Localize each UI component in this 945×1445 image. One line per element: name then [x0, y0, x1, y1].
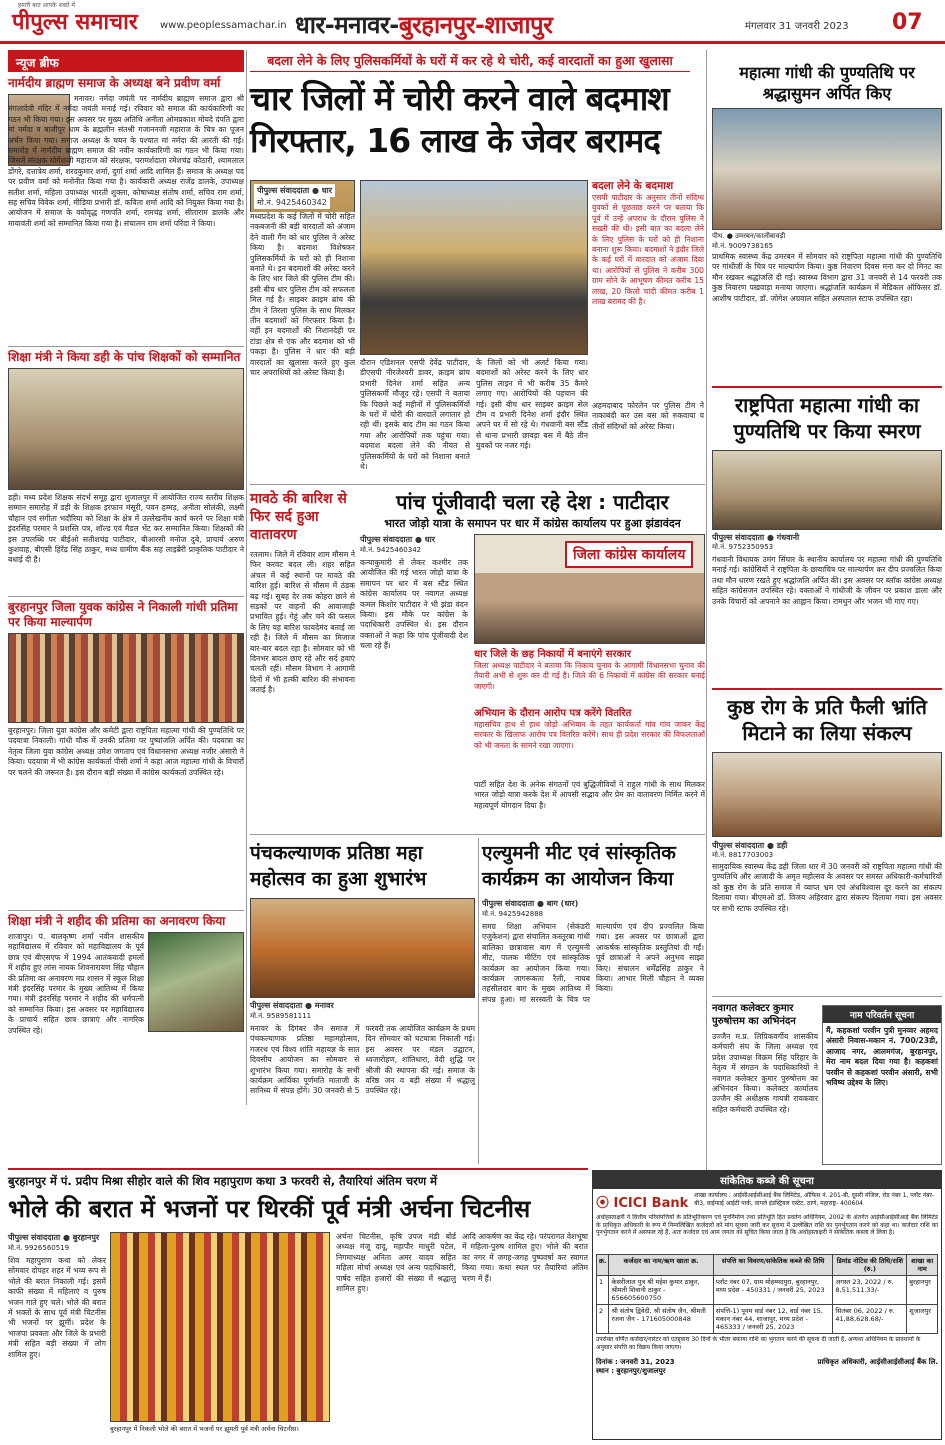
congress-box	[474, 648, 705, 764]
main-body-col1: मध्यप्रदेश के कई जिलों में चोरी सहित नकबजनी की बड़ी वारदातों को अंजाम देने वाली गैंग को धार पुलिस ने अरेस्ट किया है। बदमाश विशेषकर पुलिसकर्मियों के घरों को ही निशाना बनाते थे। इन बदमाशों की अरेस्ट करने के लिए धार जिले की पुलिस टीम की। इसी बीच धार पुलिस टीम को सफलता मिल गई है। साइबर क्राइम ब्रांच की टीम ने तिरला पुलिस के साथ मिलकर तीन बदमाशों को गिरफ्तार किया है। वहीं इन बदमाशों की निशानदेही पर टांडा क्षेत्र से एक और बदमाश को भी पकड़ा है। पुलिस ने धार की बड़ी वारदातों का खुलासा करते हुए कुल चार अपराधियों को अरेस्ट किया है।	[250, 212, 355, 480]
notice-title: सांकेतिक कब्जे की सूचना	[593, 1171, 941, 1189]
notice-intro: अधोहस्ताक्षरी ने वित्तीय परिसंपत्तियों के प्रतिभूतिकरण एवं पुनर्निर्माण तथा प्रतिभूति हित प्रवर्तन अधिनियम, 2002 के अंतर्गत आईसीआईसीआई बैंक लिमिटेड के प्राधिकृत अधिकारी के रूप में निम्नलिखित कर्जदारों को मांग सूचना जारी कर सूचना में उल्लेखित राशि का पुनर्भुगतान करने को कहा था। कर्जदार राशि का पुनर्भुगतान करने में असफल रहे हैं, अतः कर्जदार एवं आम जनता को सूचित किया जाता है कि अधोहस्ताक्षरी ने सांकेतिक कब्जा ले लिया है।	[596, 1214, 938, 1236]
notice-table-header: शाखा का नाम	[907, 1255, 938, 1276]
notice-table-cell: 2	[597, 1305, 609, 1334]
brief-1-body: मनावर। नर्मदा जयंती पर नार्मदीय ब्राह्मण समाज द्वारा श्री मंगलादेवी मंदिर में नर्मदा जयंती मनाई गई। रविवार को समाज की कार्यकारिणी का गठन भी किया गया। इस अवसर पर मुख्य अतिथि अनीता ओमप्रकाश मोयदे दंपति द्वारा मां नर्मदा व बालीपुर धाम के ब्रह्मलीन संतश्री गजाननजी महाराज के चित्र का पूजन अर्चन किया गया। समाज अध्यक्ष के चयन के पश्चात मां नर्मदा की आरती की गई। समारोह में नार्मदीय ब्राह्मण समाज की नवीन कार्यकारिणी का गठन भी किया गया। जिसमें संरक्षक योगेशजी महाराज को संरक्षक, परामर्शदाता रमेशचंद्र कोठारी, श्यामलाल डोंगरे, दत्तात्रेय शर्मा, शरदकुमार शर्मा, दुर्गा शर्मा आदि शामिल हैं। समाज के अध्यक्ष पद पर प्रवीण वर्मा को मनोनीत किया गया है। कार्यकारी अध्यक्ष राजेंद्र डालके, उपाध्यक्ष सतीश शर्मा, महिला उपाध्यक्ष भारती शुक्ला, कोषाध्यक्ष संतोष शर्मा, सचिव राम शर्मा, सह सचिव विवेक शर्मा, मीडिया प्रभारी डॉ. कविता शर्मा आदि को नियुक्त किया गया है। आयोजन में समाज के वयोवृद्ध गणपति शर्मा, रामचंद्र शर्मा, सीताराम डालके और मायावंती शर्मा को सम्मानित किया गया है। संचालन राम शर्मा परिंदा ने किया।	[8, 94, 244, 228]
panch-headline: पंचकल्याणक प्रतिष्ठा महा महोत्सव का हुआ शुभारंभ	[250, 842, 427, 890]
notice-signatory: प्राधिकृत अधिकारी, आईसीआईसीआई बैंक लि.	[817, 1358, 938, 1366]
notice-table-cell: अगस्त 23, 2022 / रु. 8,51,511.33/-	[833, 1276, 907, 1305]
bank-logo-icon: ⦿	[596, 1196, 610, 1211]
notice-office: शाखा कार्यालय : आईसीआईसीआई बैंक लिमिटेड, ऑफिस नं. 201-बी, दूसरी मंजिल, रोड नंबर 1, प्लॉट नंबर-बी3, वाईफाई आईटी पार्क, वागले इंडस्ट्रियल एस्टेट, ठाणे, महाराष्ट्र- 400604	[694, 1192, 935, 1207]
rain-headline: मावठे की बारिश से फिर सर्द हुआ वातावरण	[250, 491, 347, 543]
alumni-headline: एल्युमनी मीट एवं सांस्कृतिक कार्यक्रम का आयोजन किया	[482, 842, 676, 890]
divider	[250, 484, 705, 485]
brief-4-headline: शिक्षा मंत्री ने शहीद की प्रतिमा का अनावरण किया	[8, 914, 226, 928]
brief-3-body: बुरहानपुर। जिला युवा कांग्रेस और कमेटी द्वारा राष्ट्रपिता महात्मा गांधी की पुण्यतिथि पर पदयात्रा निकाली। गांधी चौक में उनकी प्रतिमा पर पुष्पांजलि अर्पित की। पदयात्रा का नेतृत्व जिला युवा कांग्रेस अध्यक्ष उमेश जगताप एवं विधानसभा अध्यक्ष नजीर अंसारी ने किया। पदयात्रा में भी कांग्रेस कार्यकर्ता पीसी शर्मा ने कहा आज महात्मा गांधी के विचारों पर चलने की जरूरत है। इस दौरान बड़ी संख्या में कांग्रेस कार्यकर्ता उपस्थित रहे।	[8, 726, 244, 777]
brief-4-body: शाजापुर। पं. बालकृष्ण शर्मा नवीन शासकीय महाविद्यालय में रविवार को महाविद्यालय के पूर्व छात्र एवं बीएसएफ में 1994 आतंकवादी हमलों में शहीद हुए लांस नायक शिवनारायण सिंह चौहान की प्रतिमा का अनावरण मप्र शासन में स्कूल शिक्षा मंत्री इंदरसिंह परमार के मुख्य आतिथ्य में किया गया। मंत्री इंदरसिंह परमार ने शहीद की धर्मपत्नी को सम्मानित किया। इस अवसर पर महाविद्यालय के प्राचार्य सहित छात्र छात्राएं और नागरिक उपस्थित रहे।	[8, 932, 144, 1035]
edition-title-b: बुरहानपुर-शाजापुर	[398, 11, 553, 39]
leprosy-mobile: मो.नं. 8817703003	[712, 851, 774, 859]
gandhi1-caption: पीथ. ● उमरबन/कालीबावड़ी	[712, 232, 786, 240]
brief-1-headline: नार्मदीय ब्राह्मण समाज के अध्यक्ष बने प्रवीण वर्मा	[8, 76, 221, 90]
page-number: 07	[892, 10, 923, 35]
name-change-body: मैं, कहकशां परवीन पुत्री मुनव्वर अहमद अंसारी निवास-मकान नं. 700/23डी, आजाद नगर, आलमगंज, बुरहानपुर, मेरा नाम बदल दिया गया है। कहकशां परवीन से कहकशां परवीन अंसारी, सभी भविष्य उद्देश्य के लिए।	[826, 1026, 938, 1088]
website-url: www.peoplessamachar.in	[160, 20, 287, 31]
alumni-body: समग्र शिक्षा अभियान (सेकंडरी एजुकेशन) द्वारा संचालित कस्तूरबा गांधी बालिका छात्रावास बाग में एल्युमनी मीट, पालक मीटिंग एवं सांस्कृतिक कार्यक्रम का आयोजन किया गया। कार्यक्रम जागरूकता रैली, नायब तहसीलदार बाग के मुख्य आतिथ्य में संपन्न हुआ। मां सरस्वती के चित्र पर माल्यार्पण एवं दीप प्रज्वलित किया गया। इस अवसर पर छात्राओं द्वारा आकर्षक सांस्कृतिक प्रस्तुतियां दी गईं। पूर्व छात्राओं ने अपने अनुभव साझा किए। संचालन धर्मेंद्रसिंह ठाकुर ने किया। आभार मिली चौहान ने व्यक्त किया।	[482, 922, 704, 1004]
notice-table-cell: प्लॉट नंबर 07, ग्राम मोहम्मदपुरा, बुरहानपुर, मध्य प्रदेश - 450331 / जनवरी 25, 2023	[713, 1276, 833, 1305]
divider	[8, 596, 244, 597]
divider	[712, 688, 942, 690]
name-change-label: नाम परिवर्तन सूचना	[823, 1006, 941, 1023]
bottom-mobile: मो.नं. 9926560519	[8, 1244, 70, 1252]
notice-table-cell: 1	[597, 1276, 609, 1305]
brief-2-body: डही। मध्य प्रदेश शिक्षक संदर्भ समूह द्वारा शुजालपुर में आयोजित राज्य स्तरीय शिक्षक सम्मान समारोह में डही के शिक्षक इरफान मंसूरी, पवन हम्मड़, अनीता सोलंकी, लक्ष्मी चौहान एवं संगीता भदौरिया को शिक्षा के क्षेत्र में उल्लेखनीय कार्य करने पर शिक्षा मंत्री इंदरसिंह परमार ने प्रशस्ति पत्र, शॉल्ड एवं मैडल भेंट कर सम्मानित किया। शिक्षकों की इस उपलब्धि पर बीईओ सतीशचंद्र पाटीदार, बीआरसी मनोज दुबे, प्राचार्य अरुण कुशवाह, बीएसी हिरेंद्र सिंह ठाकुर, मध्य ग्रामीण बैंक सह लाइब्रेरी प्राकृतिक पाटीदार ने बधाई दी है।	[8, 493, 244, 565]
gandhi1-photo	[712, 108, 942, 230]
bottom-kicker: बुरहानपुर में पं. प्रदीप मिश्रा सीहोर वाले की शिव महापुराण कथा 3 फरवरी से, तैयारियां अंतिम चरण में	[8, 1174, 438, 1188]
congress-mobile: मो.नं. 9425460342	[360, 546, 422, 554]
logo-tagline: हमारी बात आपके शब्दों में	[18, 2, 75, 9]
news-brief-column	[8, 50, 244, 1105]
notice-table	[596, 1254, 938, 1334]
main-story-headline: चार जिलों में चोरी करने वाले बदमाश गिरफ्तार, 16 लाख के जेवर बरामद	[250, 79, 669, 160]
notice-table-cell: श्री संतोष द्विवेदी, श्री संतोष जैन, श्रीमती रंजना जैन - 171605000848	[609, 1305, 713, 1334]
masthead	[0, 0, 945, 44]
collector-body: उज्जैन म.प्र. लिपिकवर्गीय शासकीय कर्मचारी संघ के जिला अध्यक्ष एवं प्रदेश उपाध्यक्ष विक्रम सिंह परिहार के नेतृत्व में संगठन के पदाधिकारियों ने नवागत कलेक्टर कुमार पुरुषोत्तम का अभिनंदन किया। कलेक्टर कार्यालय उज्जैन की अधीक्षक गायत्री रायकवार सहित कर्मचारी उपस्थित रहे।	[712, 1032, 818, 1114]
leprosy-byline: पीपुल्स संवाददाता ● डही	[712, 841, 788, 850]
notice-date: दिनांक : जनवरी 31, 2023	[596, 1358, 675, 1366]
gandhi2-headline: राष्ट्रपिता महात्मा गांधी का पुण्यतिथि पर किया स्मरण	[733, 393, 921, 443]
main-mobile: मो.नं. 9425460342	[254, 196, 330, 209]
brief-4-photo	[148, 932, 244, 1032]
notice-table-cell: केसरीलाल पुत्र श्री महेश कुमार ठाकुर, श्रीमती शिवानी ठाकुर - 656605600750	[609, 1276, 713, 1305]
congress-photo	[474, 534, 705, 644]
gandhi2-photo	[712, 450, 942, 530]
notice-table-header: कर्जदार का नाम/ऋण खाता क्र.	[609, 1255, 713, 1276]
congress-headline: पांच पूंजीवादी चला रहे देश : पाटीदार	[396, 490, 669, 514]
news-brief-label: न्यूज ब्रीफ	[8, 50, 244, 72]
issue-date: मंगलवार 31 जनवरी 2023	[745, 21, 849, 32]
column-rule	[478, 838, 479, 1164]
congress-byline: पीपुल्स संवाददाता ● धार	[360, 535, 435, 544]
icici-logo	[596, 1192, 688, 1211]
leprosy-body: सामुदायिक स्वास्थ्य केंद्र डही जिला धार में 30 जनवरी को राष्ट्रपिता महात्मा गांधी की पुण्यतिथि और आजादी के अमृत महोत्सव के अवसर पर समस्त अधिकारी-कर्मचारियों को कुष्ठ रोग के प्रति समाज में व्याप्त भ्रम एवं अंधविश्वास दूर करने का संकल्प दिलाया गया। बीएमओ डॉ. विजय अहिरवार द्वारा संकल्प दिलाया गया। इस अवसर पर सभी स्टाफ उपस्थित रहे।	[712, 862, 942, 913]
notice-table-cell: बुरहानपुर	[907, 1276, 938, 1305]
possession-notice	[592, 1170, 942, 1440]
column-rule	[246, 50, 247, 1105]
notice-table-cell: सितंबर 06, 2022 / रु. 41,88,628.68/-	[833, 1305, 907, 1334]
divider	[8, 1168, 588, 1170]
main-body-col2: दौरान एडिशनल एसपी देवेंद्र पाटीदार, डीएसपी नीरजेश्वरी डावर, क्राइम ब्रांच प्रभारी दिनेश शर्मा सहित अन्य पुलिसकर्मी मौजूद रहे। एसपी ने बताया कि पिछले कई महीनों में पुलिसकर्मियों के घरों में चोरी की वारदातें लगातार हो रही थीं। इसके बाद टीम का गठन किया गया और आरोपियों तक पहुंचा गया। बदमाश बदला लेने की नीयत से पुलिसकर्मियों के घरों को निशाना बनाते थे।	[360, 358, 470, 472]
divider	[712, 386, 942, 388]
bottom-body-2: अर्चना चिटनीस, कृषि उपज मंडी बोर्ड अध्यक्ष मंजू दादू, महापौर माधुरी पटेल, निगमाध्यक्ष अनिता अमर यादव सहित महिला मोर्चा अध्यक्ष एवं अन्य पदाधिकारी, पार्षद सहित हजारों की संख्या में श्रद्धालु शामिल हुए।	[336, 1232, 456, 1294]
leprosy-headline: कुष्ठ रोग के प्रति फैली भ्रांति मिटाने का लिया संकल्प	[727, 695, 927, 745]
leprosy-photo	[712, 752, 942, 837]
congress-box-headline-2: अभियान के दौरान आरोप पत्र करेंगे वितरित	[474, 708, 632, 719]
divider	[8, 346, 244, 347]
notice-table-cell: शुजालपुर	[907, 1305, 938, 1334]
panch-byline: पीपुल्स संवाददाता ● मनावर	[250, 1001, 334, 1010]
gandhi1-mobile: मो.नं. 9009738165	[712, 242, 774, 250]
bottom-photo-caption: बुरहानपुर में निकली भोले की बरात में भजनों पर झूमती पूर्व मंत्री अर्चना चिटनीस।	[110, 1425, 299, 1433]
edition-title-a: धार-मनावर-	[295, 11, 399, 39]
gandhi1-body: प्राथमिक स्वास्थ्य केंद्र उमरबन में सोमवार को राष्ट्रपिता महात्मा गांधी की पुण्यतिथि पर गांधीजी के चित्र पर माल्यार्पण किया। कुष्ठ निवारण दिवस मना कर दो मिनट का मौन रखकर श्रद्धांजलि दी गई। स्वास्थ्य विभाग द्वारा 31 जनवरी से 14 फरवरी तक कुष्ठ निवारण पखवाड़ा मनाया जाएगा। श्रद्धांजलि कार्यक्रम में मेडिकल ऑफिसर डॉ. आशीष पाटीदार, डॉ. जोगेश अग्रवाल सहित अस्पताल स्टाफ उपस्थित रहा।	[712, 252, 942, 303]
main-byline: पीपुल्स संवाददाता ● धार	[254, 184, 335, 197]
brief-3-photo	[8, 633, 244, 723]
main-story-kicker: बदला लेने के लिए पुलिसकर्मियों के घरों में कर रहे थे चोरी, कई वारदातों का हुआ खुलासा	[250, 52, 690, 72]
congress-box-body: जिला अध्यक्ष पाटीदार ने बताया कि निकाय चुनाव के आगामी विधानसभा चुनाव की तैयारी अभी से शुरू कर दी गई है। जिले की 6 निकायों में कांग्रेस की सरकार बनाई जाएगी।	[474, 661, 705, 691]
notice-table-cell: संपत्ति-1) पूनम वार्ड नंबर 12, वार्ड नंबर 15, मकान नंबर 44, शाजापुर, मध्य प्रदेश - 465333 / जनवरी 25, 2023	[713, 1305, 833, 1334]
alumni-byline: पीपुल्स संवाददाता ● बाग (धार)	[482, 899, 579, 908]
notice-table-header: डिमांड नोटिस की तिथि/राशि (रु.)	[833, 1255, 907, 1276]
notice-table-row	[597, 1305, 938, 1334]
bottom-byline: पीपुल्स संवाददाता ● बुरहानपुर	[8, 1233, 100, 1242]
congress-office-banner: जिला कांग्रेस कार्यालय	[565, 541, 693, 568]
name-change-notice	[822, 1005, 942, 1165]
divider	[250, 834, 705, 835]
main-sidebar	[592, 180, 704, 480]
congress-box-headline: धार जिले के छह निकायों में बनाएंगे सरकार	[474, 649, 631, 660]
collector-headline: नवागत कलेक्टर कुमार पुरुषोत्तम का अभिनंदन	[712, 1003, 796, 1027]
main-sidebar-headline: बदला लेने के बदमाश	[592, 180, 674, 192]
gandhi2-byline: पीपुल्स संवाददाता ● गंधवानी	[712, 533, 800, 542]
notice-table-row	[597, 1276, 938, 1305]
congress-kicker: भारत जोड़ो यात्रा के समापन पर धार में कांग्रेस कार्यालय पर हुआ झंडावंदन	[384, 517, 681, 530]
column-rule	[706, 50, 707, 1170]
brief-3-headline: बुरहानपुर जिला युवक कांग्रेस ने निकाली गांधी प्रतिमा पर किया माल्यार्पण	[8, 600, 238, 629]
panch-photo	[250, 898, 475, 998]
bank-name: ICICI Bank	[613, 1196, 689, 1211]
panch-mobile: मो.नं. 9589581111	[250, 1012, 312, 1020]
brief-2-photo	[8, 368, 244, 490]
panch-body: मनावर के दिगंबर जैन समाज में पंचकल्याणक प्रतिष्ठा महामहोत्सव, गजरथ एवं विश्व शांति महायज्ञ के सात दिवसीय आयोजन का सोमवार से शुभारंभ किया गया। समारोह के सभी कार्यक्रम आर्यिका पूर्णमति माताजी के सानिध्य में संपन्न होंगे। 30 जनवरी से 5 फरवरी तक आयोजित कार्यक्रम के प्रथम दिन सोमवार को घटयात्रा निकाली गई। इस अवसर पर मंडल उद्घाटन, ध्वजारोहण, शांतिधारा, वेदी शुद्धि पर श्रीजी की स्थापना की गई। समाज के वरिष्ठ जन व बड़ी संख्या में श्रद्धालु उपस्थित रहे।	[250, 1024, 475, 1096]
main-sidebar-body: एसपी पाटीदार के अनुसार तीनों संदिग्ध युवकों से पूछताछ करने पर बताया कि पूर्व में उन्हें अपराध के दौरान पुलिस ने सख्ती की थी। इसी बात का बदला लेने के लिए पुलिस के घरों को ही निशाना बनाना शुरू किया। बदमाशों ने इंदौर जिले के कई घरों में वारदात को अंजाम दिया था। आरोपियों से पुलिस ने करीब 300 ग्राम सोने के आभूषण कीमत करीब 15 लाख, 20 किलो चांदी कीमत करीब 1 लाख बरामद की है।	[592, 193, 704, 307]
notice-footer: उपरोक्त वर्णित कर्जदार/गारंटर को एतद्द्वारा 30 दिनों के भीतर बकाया राशि का भुगतान करने की सूचना दी जाती है, अन्यथा अधिनियम के प्रावधानों के अनुसार संपत्ति का विक्रय किया जाएगा।	[596, 1336, 921, 1351]
congress-box-body-2: महासचिव हाथ से हाथ जोड़ो अभियान के तहत कार्यकर्ता गांव गांव जाकर केंद्र सरकार के खिलाफ आरोप पत्र वितरित करेंगे। साथ ही प्रदेश सरकार की विफलताओं को भी जनता के सामने रखा जाएगा।	[474, 720, 705, 750]
gandhi2-mobile: मो.नं. 9752350953	[712, 543, 774, 551]
main-police-photo	[360, 180, 588, 355]
bottom-headline: भोले की बरात में भजनों पर थिरकीं पूर्व मंत्री अर्चना चिटनीस	[8, 1195, 531, 1223]
divider	[712, 996, 942, 997]
brief-2-headline: शिक्षा मंत्री ने किया डही के पांच शिक्षकों को सम्मानित	[8, 350, 241, 364]
divider	[8, 910, 244, 911]
newspaper-logo: पीपुल्स समाचार	[12, 9, 138, 35]
notice-table-header: संपत्ति का विवरण/सांकेतिक कब्जे की तिथि	[713, 1255, 833, 1276]
congress-body-1: कन्याकुमारी से लेकर कश्मीर तक आयोजित की गई भारत जोड़ो यात्रा के समापन पर धार में बस स्टैंड स्थित कांग्रेस कार्यालय पर नवागत अध्यक्ष कमल किशोर पाटीदार ने भी झंडा वंदन किया। इस मौके पर कांग्रेस के पदाधिकारी उपस्थित थे। इस दौरान वक्ताओं ने कहा कि पांच पूंजीवादी देश चला रहे हैं।	[360, 558, 468, 651]
congress-body-2: पार्टी सहित देश के अनेक संगठनों एवं बुद्धिजीवियों ने राहुल गांधी के साथ मिलकर भारत जोड़ो यात्रा करके देश में आपसी सद्भाव और प्रेम का वातावरण निर्मित करने में महत्वपूर्ण योगदान दिया है।	[474, 780, 705, 810]
main-body-col3: के जिलों को भी अलर्ट किया गया। बदमाशों को अरेस्ट करने के लिए धार पुलिस लाइन में भी करीब 35 कैमरे लगाए गए। आरोपियों की पहचान की गई। इसी बीच धार साइबर क्राइम सेल टीम व प्रभारी दिनेश शर्मा इंदौर स्थित अपने घर में सो रहे थे। गंधवानी बस स्टैंड से थाना प्रभारी छावड़ा बस में बैठे तीन युवकों पर नजर गई।	[476, 358, 588, 451]
gandhi1-headline: महात्मा गांधी की पुण्यतिथि पर श्रद्धासुमन अर्पित किए	[739, 63, 915, 103]
notice-place: स्थान : बुरहानपुर/शुजालपुर	[596, 1367, 666, 1375]
alumni-mobile: मो.नं. 9425942888	[482, 910, 544, 918]
bottom-body-3: आदि आकर्षण का केंद्र रहे। परंपरागत वेशभूषा में महिला-पुरुष शामिल हुए। भोले की बरात का नगर में जगह-जगह पुष्पवर्षा कर स्वागत किया गया। कथा स्थल पर तैयारियां अंतिम चरण में हैं।	[462, 1232, 588, 1283]
bottom-body-1: शिव महापुराण कथा को लेकर सोमवार दोपहर शहर में भव्य रूप से भोले की बरात निकाली गई। इसमें काफी संख्या में महिलाएं व पुरुष भजन गाते हुए चले। भोले की बरात में भक्तों के साथ पूर्व मंत्री चिटनीस भी भजनों पर झूमीं। प्रदेश के भाजपा प्रवक्ता और जिले के प्रभारी मंत्री सहित बड़ी संख्या में लोग शामिल हुए।	[8, 1256, 106, 1359]
gandhi2-body: गंधवानी विधायक उमंग सिंघार के स्थानीय कार्यालय पर महात्मा गांधी की पुण्यतिथि मनाई गई। कांग्रेसियों ने राष्ट्रपिता के छायाचित्र पर माल्यार्पण कर दीप प्रज्वलित किया तथा मौन धारण रखते हुए श्रद्धांजलि अर्पित की। इस अवसर पर ब्लॉक कांग्रेस अध्यक्ष सहित कांग्रेसजन उपस्थित रहे। वक्ताओं ने गांधीजी के जीवन पर प्रकाश डाला और उनके विचारों को अपनाने का आह्वान किया। रामधुन और भजन भी गाए गए।	[712, 555, 942, 606]
edition-title	[295, 8, 552, 41]
rain-body: रतलाम। जिले में रविवार शाम मौसम ने फिर करवट बदल ली। शहर सहित अंचल में कई स्थानों पर मावठे की बारिश हुई। बारिश से मौसम में ठंडक बढ़ गई। सुबह देर तक कोहरा छाने से सड़कों पर वाहनों की आवाजाही प्रभावित हुई। गेहूं और चने की फसल के लिए यह बारिश फायदेमंद बताई जा रही है। जिले में मौसम का मिजाज बार-बार बदल रहा है। सोमवार को भी दिनभर बादल छाए रहे और सर्द हवाएं चलती रहीं। मौसम विभाग ने आगामी दिनों में भी हल्की बारिश की संभावना जताई है।	[250, 550, 355, 695]
bottom-photo	[110, 1232, 330, 1422]
notice-table-header: क्र.	[597, 1255, 609, 1276]
main-sidebar-body-2: अहमदाबाद फोरलेन पर पुलिस टीम ने नाकाबंदी कर उस बस को रुकवाया व तीनों संदिग्धों को अरेस्ट किया।	[592, 401, 704, 431]
